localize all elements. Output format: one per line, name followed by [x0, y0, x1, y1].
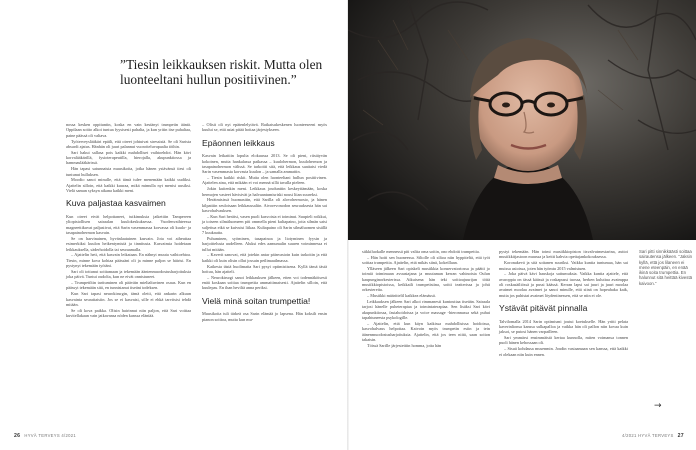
paragraph: – Sisuä kohdassa musenmin. Joudin vastaamaan sen kanssa, että kaikki ei olekaan niin kuin ennen.: [499, 346, 628, 357]
paragraph: pystyi tekemään. Hän toimi musiikkiopiston itsvalvutmestarina, auttoi musiikkitjastoon muussa ja keitti kahvia opettajankokouksessa.: [499, 249, 628, 260]
section-heading: Kuva paljastaa kasvaimen: [66, 198, 166, 209]
continue-arrow-icon: →: [654, 401, 662, 411]
paragraph: Työterveyslääkäri epäili, että oireet johtuivat stressistä. Se oli Sarista absurdi ajatus. Hänhän oli juuri palannut vuorotteluvapaalta töihin.: [66, 138, 191, 149]
paragraph: Muusikoita tuli tärkeä osa Sarin elämää jo lapsena. Hän koksilt ensin pianon soittoa, mutta kun mu-: [202, 311, 327, 322]
magazine-issue: 4/2021 HYVÄ TERVEYS: [621, 433, 674, 438]
paragraph: Leikkauksen jälkeen Sari alkoi rimmanesti kuntouttaa itseään. Sairaala tarjosi hänelle puheterapiaa ja toimintaterapiaa. Sen lisäksi Sari kävi akupunktiossa, fasiahoidoissa ja voice massage -hieronnassa sekä puhui tapahtuneesta psykologille.: [362, 299, 490, 321]
article-column-1: [66, 122, 191, 319]
photo-caption: Sari pitti sinnikkäästi soittaa sairautensa jälkeen. ”Jaksin kyllä, että jos lilaneen ei mene eteenpäin, en enää ikinä soita trumpettia. En halunnut sitä heittää kivestä kaivoon.”: [639, 249, 693, 286]
paragraph: – Tiesin kaikki riskit. Mutta olen luonteeltani hullun positiivinen. Ajattelen aina, että mikään ei voi mennä sillä tavalla pieleen.: [202, 175, 327, 186]
paragraph: – Kun Sari herätsi, vasen puoli kasvoista ei toiminut. Suupieli roikkui, ja toiseen silmäluomeen piti ommella pieni kultapaino, jotta silmän saisi suljettua eikä se kuivuisi liikaa. Kultapaino oli Sarin silmäluomen sisällä 7 kuukautta.: [202, 213, 327, 235]
paragraph: Sari oli tottunut soittamaan ja tekemään ääntenmuodostusharjoituksia joka päivä. Tuntui oudolta, kun ne eivät onnistuneet.: [66, 268, 191, 280]
paragraph: Kaikesta tästä huolimatta Sari pysyi optimistisena. Kyllä tämä tästä hoituu, hän ajatteli.: [202, 263, 327, 274]
paragraph: Kun Sari tapasi neurokirurgin, tämä oletti, että ankarin alkuun kasvainta seurattaisiin. Jos se ei kasvaisi, sille ei ehkä tarvitsisi tehdä mitään.: [66, 291, 191, 307]
paragraph: Sari ymmärsi ensimmäistä kertaa kunnolla, miten voimansa tonnen puoli hänen kehossaan oli.: [499, 335, 628, 346]
paragraph: Ylläseen jälkeen Sari opiskeli musiikkia konservatoriossa ja päätti jo toimiä toimimaan avuustajana ja muutaman kerran vahinoista Oulun kaupunginorkesterissa. Aikuisena hän teki soittoajuurijan töitä musiikkiopistoissa, keikkaili trumpetistina, soitti teatterissa ja johti orkestereita.: [362, 266, 490, 293]
paragraph: – Hän hoiti sen huoneessa. Siltolle oli siltoa niin hyppiteltä, että työt soittaa trumpettia. Ajattelin, että mikäs siinä, kokeillaan.: [362, 254, 490, 266]
section-heading: Epäonnen leikkaus: [202, 137, 275, 148]
paragraph: – Ajattelin, että kun käyn kaikissa mahdollisissa hoidoissa, kasvohalvaus helpottaa. Kaivoin myös trumpetin esiin ja tein äänenmuodostusharjoituksia. Ajattelin, että jos teen niitä, saan soiton takaisin.: [362, 320, 490, 342]
section-heading: Ystävät pitävät pinnalla: [499, 303, 588, 314]
portrait-photo: [348, 0, 696, 240]
page-number: 26: [14, 433, 21, 439]
paragraph: Kun oireet eivät helpottaneet, tutkimuksia jatkettiin Tampereen yliopistollisen sairaalan kuulokeskuksessa. Vuodenvaihteessa magneettikuvat paljastivat, että Sarin vasemmassa korvassa oli kuulo- ja tasapainohermon kasvain.: [66, 213, 191, 235]
paragraph: Kasvain leikattiin lopulta elokuussa 2013. Se oli pieni, riistäyvän kokoinen, mutta hankalassa paikassa – kuulohermon, kuulohermon ja tasapainohermon välissä. Se tarkoitti sitä, että leikkaus saattaisi viedä Sarin vasemmasta korvasta kuulon – ja samalla ammattin.: [202, 153, 327, 175]
paragraph: nossa kesken oppituntin, koska en vain kestänyt trumpetin ääntä. Oppilaan soitto alkoi tuntua fyysisesti pahalta, ja kun yritin itse puhaltaa, paine päässä oli valtava.: [66, 122, 191, 138]
page-number: 27: [677, 433, 684, 439]
article-column-3: [362, 249, 490, 349]
paragraph: – Ajattelin heti, että kasvain leikataan. En nähnyt muuta vaihtoehtoa. Tiesin, minne kova kohtaa päässäni oli ja minne paljon se häirisi. En pystynyt tekemään työtäni.: [66, 252, 191, 269]
paragraph: siikkiluokalle mennessä piti valita oma soitin, ono ehdotti trumpettia.: [362, 249, 480, 254]
paragraph: Töissä Sarille järjestettiin homma, jotta hän: [367, 342, 442, 348]
right-page: [348, 0, 696, 450]
portrait-illustration: [348, 0, 696, 240]
paragraph: – Olisit oli nyt epätenlelytävä. Ratkaisukeskenen luonteeseeni myös kuului se, että asiat pitää hoitaa järjestykseen.: [202, 122, 327, 133]
magazine-issue: HYVÄ TERVEYS 4/2021: [24, 433, 77, 438]
footer-right: [622, 433, 684, 439]
paragraph: – Trumpetiltin tarttuminen oli pääväin mielialtuvinen osaus. Kun en päässyt tekemään sitä, en tunnistanut itseäni todeksen.: [66, 280, 191, 291]
paragraph: Koronakevä ja sitä soitanen suuriksi. Vaikka kuntia tuntumaa, hän sai muissa asioissa, joten hän työmtu 2015 valmistuen.: [499, 260, 628, 271]
paragraph: Se on harvinainen, hyvänlaatuinen kasvain. Jota voi aiheuttaa esimerkiksi kuulon heikentymistä ja tinnitusta. Kasvaimia hoidetaan leikkauksella, säderhoidolla tai seuraamalla.: [66, 235, 191, 252]
paragraph: Talvilomalla 2014 Sarin optimismi joutui koetukselle. Hän yritti pelata kaverinlionsa kanssa sulkapalloa ja vaikka hän oli pallon niin kovaa kuin jaksoi, se putosi hänen varpailleen.: [499, 318, 628, 335]
paragraph: Puhuminen, syöminen, tasapainoa ja liotyminen fyysin ja harjoittelusta uudelleen. Aluksi edes aamumalin suuren voiminnessa ei tullut mitään.: [202, 235, 327, 252]
footer-left: [14, 433, 76, 439]
paragraph: – Joka päivä kävi hauskoja sattumuksia. Vaikka kuntia ajattele, että avaroppia on tässä käässä ja roskapussi tuossa, herken kuluttua avaimppa oli roskasäiliössä ja pussi käässä. Kerran lapsi sai juuri ja juuri moolaa avaimet moolaa avaimet ja sanoi minulle, että siinä on hopeahaka kaik, mutta jos puhistat avaimet löydentinessen, että se niin ei ole.: [499, 271, 628, 298]
paragraph: Se oli kova paikka. Olisin hairinnut niin paljon, että Sari voittaa kuvitellakaan vain jatkavansa nöden kanssa eläntää.: [66, 307, 191, 319]
paragraph: Jokin kuitenkin meni. Leikkaus joudunttin keskeyttämään, koska hermojen vasteet hävisivät ja halvaantumisriski nousi liian suureksi.: [202, 186, 327, 197]
paragraph: Sari hakui sallasa pois kaikki mahdolliset vaihtoehdot. Hän kävi korvalääkärillä, fysioterapeutilla, hierojalla, akupunktiossa ja hammaslääkärissä.: [66, 149, 191, 166]
paragraph: Herätmisissä huomasttin, että Sarilla oli alovohermosto, ja hänen kilpattiin seuloisaan leikkaussaliin. Aivorevonodon seurauksesta hän sai kasvohalvauksen.: [202, 197, 327, 214]
paragraph: – Musiikki määrittelil kaikkea elämässä.: [367, 293, 436, 299]
article-column-2: [202, 122, 327, 322]
paragraph: Hän tapasi satunnaisia muusikoita, jotka hänen ystävänsä tiesi oli tuntunut hulluksen.: [66, 166, 191, 177]
section-heading: Vielä minä soitan trumpettia!: [202, 295, 311, 306]
paragraph: – Neurokirurgi sanoi leikkauksen jälkeen, etten voi todennäköisesti enää koskaan soittaa trumpettia ammattimaisesti. Ajattelin silloin, että kuulepas. En ihan heviltä anna periksi.: [202, 274, 327, 291]
article-column-4: [499, 249, 628, 358]
paragraph: – Kaverit sanovat, että jotekin antar päinvastoin kuin tarkoitin ja että kaikki oli kuin olisin ollut jossain peilimaailmassa.: [202, 252, 327, 263]
paragraph: Moodio sanoi minulle, että tämä tulee menemään kaikki uudiksi. Ajattelin silloin, että kaikki kuuraa, mikä mimulla nyt menisi uusiksi. Vielä saman syksyn aikana kaikki meni.: [66, 177, 191, 194]
pull-quote: ”Tiesin leikkauksen riskit. Mutta olen luonteeltani hullun positiivinen.”: [120, 57, 323, 87]
